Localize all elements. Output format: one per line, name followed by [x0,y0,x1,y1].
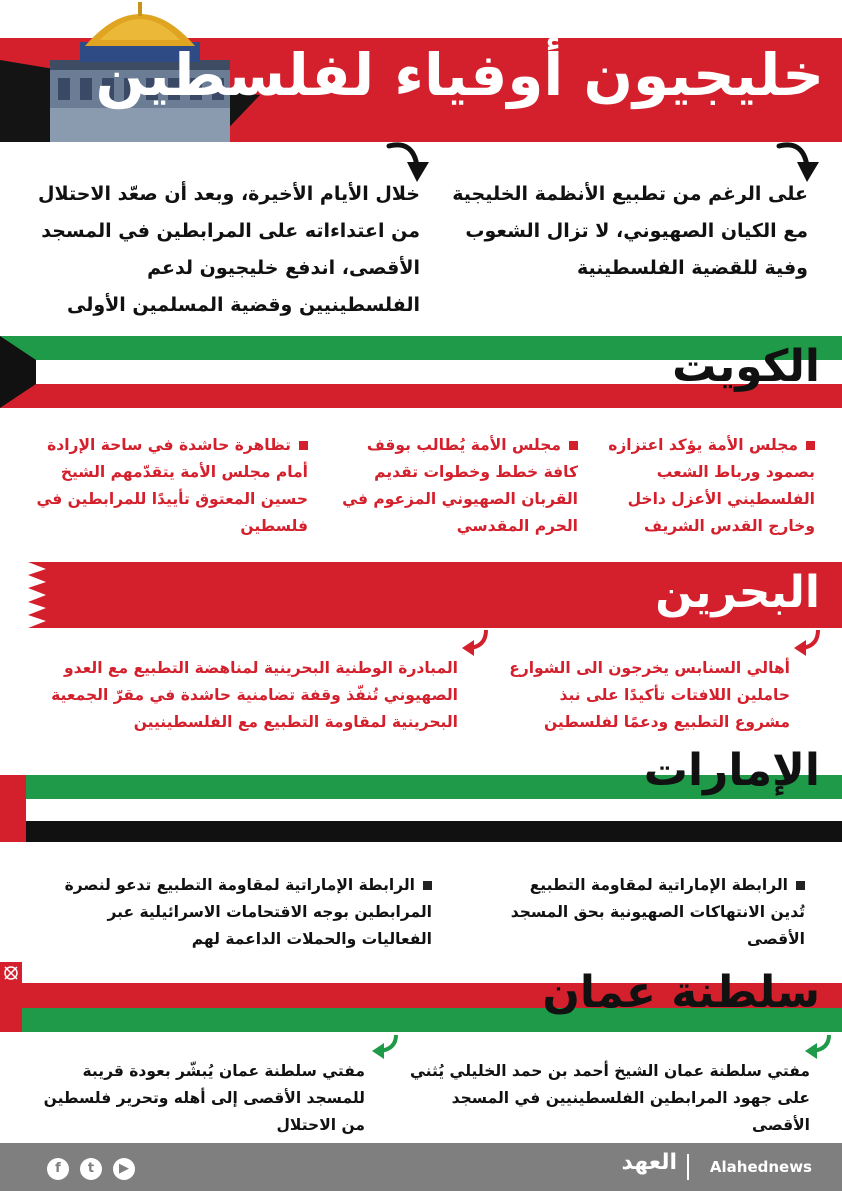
brand-separator [687,1154,689,1180]
section-title-uae: الإمارات [643,745,820,796]
curved-arrow-icon [792,628,822,658]
section-title-oman: سلطنة عمان [542,967,820,1018]
twitter-icon[interactable]: t [80,1158,102,1180]
kuwait-item-3: تظاهرة حاشدة في ساحة الإرادة أمام مجلس الأمة يتقدّمهم الشيخ حسين المعتوق تأييدًا للمرابطين في فلسطين [36,436,308,535]
brand-name-en[interactable]: Alahednews [709,1158,812,1176]
page-title: خليجيون أوفياء لفلسطين [95,41,824,109]
bahrain-item-1: أهالي السنابس يخرجون الى الشوارع حاملين اللافتات تأكيدًا على نبذ مشروع التطبيع ودعمًا لفلسطين [509,659,790,731]
section-title-bahrain: البحرين [655,567,820,618]
curved-arrow-icon [370,1033,400,1059]
curved-arrow-icon [460,628,490,658]
intro-left-text: خلال الأيام الأخيرة، وبعد أن صعّد الاحتلال من اعتداءاته على المرابطين في المسجد الأقصى، اندفع خليجيون لدعم الفلسطينيين وقضية المسلمين الأولى [38,183,420,316]
kuwait-item-1: مجلس الأمة يؤكد اعتزازه بصمود ورباط الشعب الفلسطيني الأعزل داخل وخارج القدس الشريف [608,436,815,535]
oman-item-2: مفتي سلطنة عمان يُبشّر بعودة قريبة للمسجد الأقصى إلى أهله وتحرير فلسطين من الاحتلال [43,1062,365,1134]
oman-item-1: مفتي سلطنة عمان الشيخ أحمد بن حمد الخليلي يُثني على جهود المرابطين الفلسطينيين في المسجد الأقصى [410,1062,810,1134]
kuwait-item-2: مجلس الأمة يُطالب بوقف كافة خطط وخطوات تقديم القربان الصهيوني المزعوم في الحرم المقدسي [342,436,578,535]
bahrain-flag-serrated [0,562,48,628]
curved-arrow-icon [803,1033,833,1059]
uae-flag-black [0,821,842,842]
uae-item-1: الرابطة الإماراتية لمقاومة التطبيع تُدين الانتهاكات الصهيونية بحق المسجد الأقصى [510,876,805,948]
header-banner [0,0,842,142]
youtube-icon[interactable]: ▶ [113,1158,135,1180]
facebook-icon[interactable]: f [47,1158,69,1180]
brand-logo-ar[interactable]: العهد [621,1150,677,1175]
kuwait-flag-trapezoid [0,336,36,408]
uae-item-2: الرابطة الإماراتية لمقاومة التطبيع تدعو لنصرة المرابطين بوجه الاقتحامات الاسرائيلية عبر الفعاليات والحملات الداعمة لهم [64,876,432,948]
bahrain-item-2: المبادرة الوطنية البحرينية لمناهضة التطبيع مع العدو الصهيوني تُنفّذ وقفة تضامنية حاشدة في مقرّ الجمعية البحرينية لمقاومة التطبيع مع الفلسطينيين [51,659,458,731]
uae-flag-red-bar [0,775,26,842]
intro-right-text: على الرغم من تطبيع الأنظمة الخليجية مع الكيان الصهيوني، لا تزال الشعوب وفية للقضية الفلسطينية [452,183,808,279]
oman-emblem-icon [2,964,20,982]
section-title-kuwait: الكويت [672,341,820,392]
